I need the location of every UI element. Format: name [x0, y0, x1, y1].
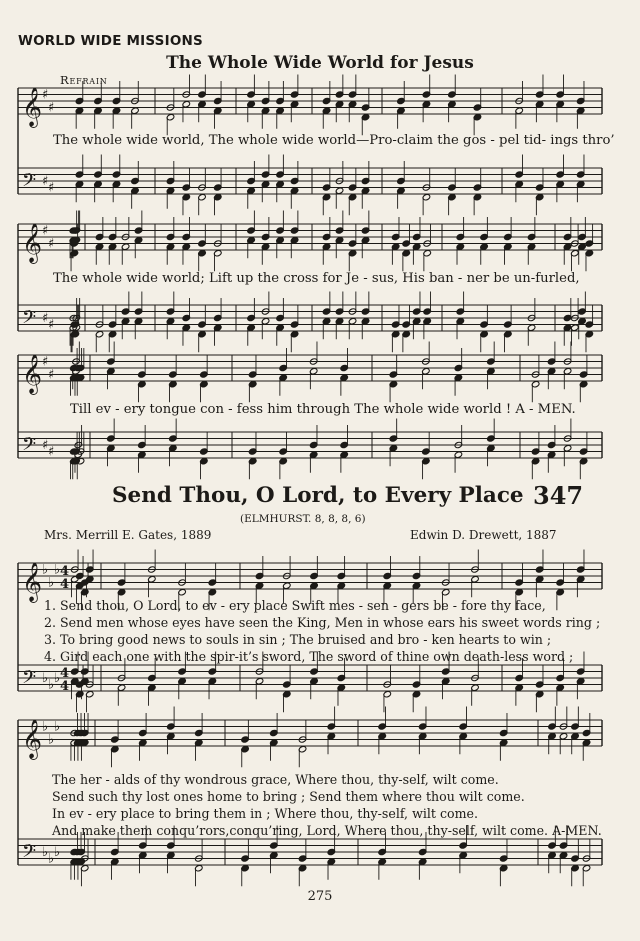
key-signature: ♭ — [54, 719, 61, 735]
hymn-title: The Whole Wide World for Jesus — [166, 53, 474, 73]
bass-clef: 𝄢 — [22, 307, 37, 333]
key-signature: ♯ — [42, 87, 49, 103]
key-signature: ♯ — [42, 354, 49, 370]
hymn-title: Send Thou, O Lord, to Every Place — [112, 483, 524, 508]
key-signature: ♯ — [48, 367, 55, 383]
verse-line: And make them conqu’rors,conqu’ring, Lord, Where thou, thy-self, wilt come. A-MEN. — [52, 823, 602, 838]
key-signature: ♯ — [48, 100, 55, 116]
key-signature: ♭ — [48, 732, 55, 748]
author-credit: Mrs. Merrill E. Gates, 1889 — [44, 528, 212, 542]
time-signature: 4 — [60, 666, 70, 681]
verse-line: 4. Gird each one with the spir-it’s sword, The sword of thine own death-less word ; — [44, 649, 574, 664]
section-header: WORLD WIDE MISSIONS — [18, 33, 203, 49]
verse-block-2 — [52, 771, 602, 839]
lyric-line: The whole wide world; Lift up the cross for Je - sus, His ban - ner be un-furled, — [53, 271, 580, 286]
verse-block-1 — [44, 597, 600, 665]
bass-clef: 𝄢 — [22, 667, 37, 693]
key-signature: ♭ — [42, 845, 49, 860]
treble-clef: 𝄞 — [22, 562, 43, 602]
key-signature: ♭ — [48, 851, 55, 867]
treble-clef: 𝄞 — [22, 87, 43, 127]
key-signature: ♯ — [48, 180, 55, 196]
key-signature: ♯ — [48, 317, 55, 333]
treble-clef: 𝄞 — [22, 719, 43, 759]
bass-clef: 𝄢 — [22, 434, 37, 460]
key-signature: ♯ — [42, 223, 49, 239]
time-signature: 4 — [60, 679, 70, 694]
time-signature: 4 — [60, 577, 70, 592]
key-signature: ♭ — [48, 575, 55, 591]
time-signature: 4 — [60, 564, 70, 579]
key-signature: ♯ — [42, 438, 49, 453]
verse-line: The her - alds of thy wondrous grace, Where thou, thy-self, wilt come. — [52, 772, 499, 787]
verse-line: In ev - ery place to bring them in ; Where thou, thy-self, wilt come. — [52, 806, 478, 821]
key-signature: ♯ — [48, 236, 55, 252]
refrain-label: Refrain — [60, 73, 108, 87]
lyric-line: The whole wide world, The whole wide world—Pro-claim the gos - pel tid- ings thro’ — [53, 133, 615, 148]
bass-clef: 𝄢 — [22, 170, 37, 196]
key-signature: ♯ — [48, 444, 55, 460]
lyric-line: Till ev - ery tongue con - fess him through The whole wide world ! A - MEN. — [70, 402, 576, 417]
key-signature: ♭ — [54, 845, 61, 860]
verse-line: 2. Send men whose eyes have seen the King, Men in whose ears his sweet words ring ; — [44, 615, 601, 630]
verse-line: Send such thy lost ones home to bring ; Send them where thou wilt come. — [52, 789, 525, 804]
verse-line: 3. To bring good news to souls in sin ; The bruised and bro - ken hearts to win ; — [44, 632, 552, 647]
page-number: 275 — [307, 889, 333, 904]
composer-credit: Edwin D. Drewett, 1887 — [410, 528, 557, 542]
key-signature: ♭ — [48, 677, 55, 693]
key-signature: ♭ — [54, 671, 61, 686]
tune-name: (ELMHURST. 8, 8, 8, 6) — [240, 513, 366, 525]
hymn-number: 347 — [533, 481, 584, 510]
treble-clef: 𝄞 — [22, 354, 43, 394]
key-signature: ♭ — [42, 719, 49, 735]
bass-clef: 𝄢 — [22, 841, 37, 867]
key-signature: ♯ — [42, 174, 49, 189]
key-signature: ♭ — [42, 562, 49, 578]
key-signature: ♭ — [42, 671, 49, 686]
treble-clef: 𝄞 — [22, 223, 43, 263]
verse-line: 1. Send thou, O Lord, to ev - ery place Swift mes - sen - gers be - fore thy face, — [44, 598, 546, 613]
key-signature: ♯ — [42, 311, 49, 326]
key-signature: ♭ — [54, 562, 61, 578]
